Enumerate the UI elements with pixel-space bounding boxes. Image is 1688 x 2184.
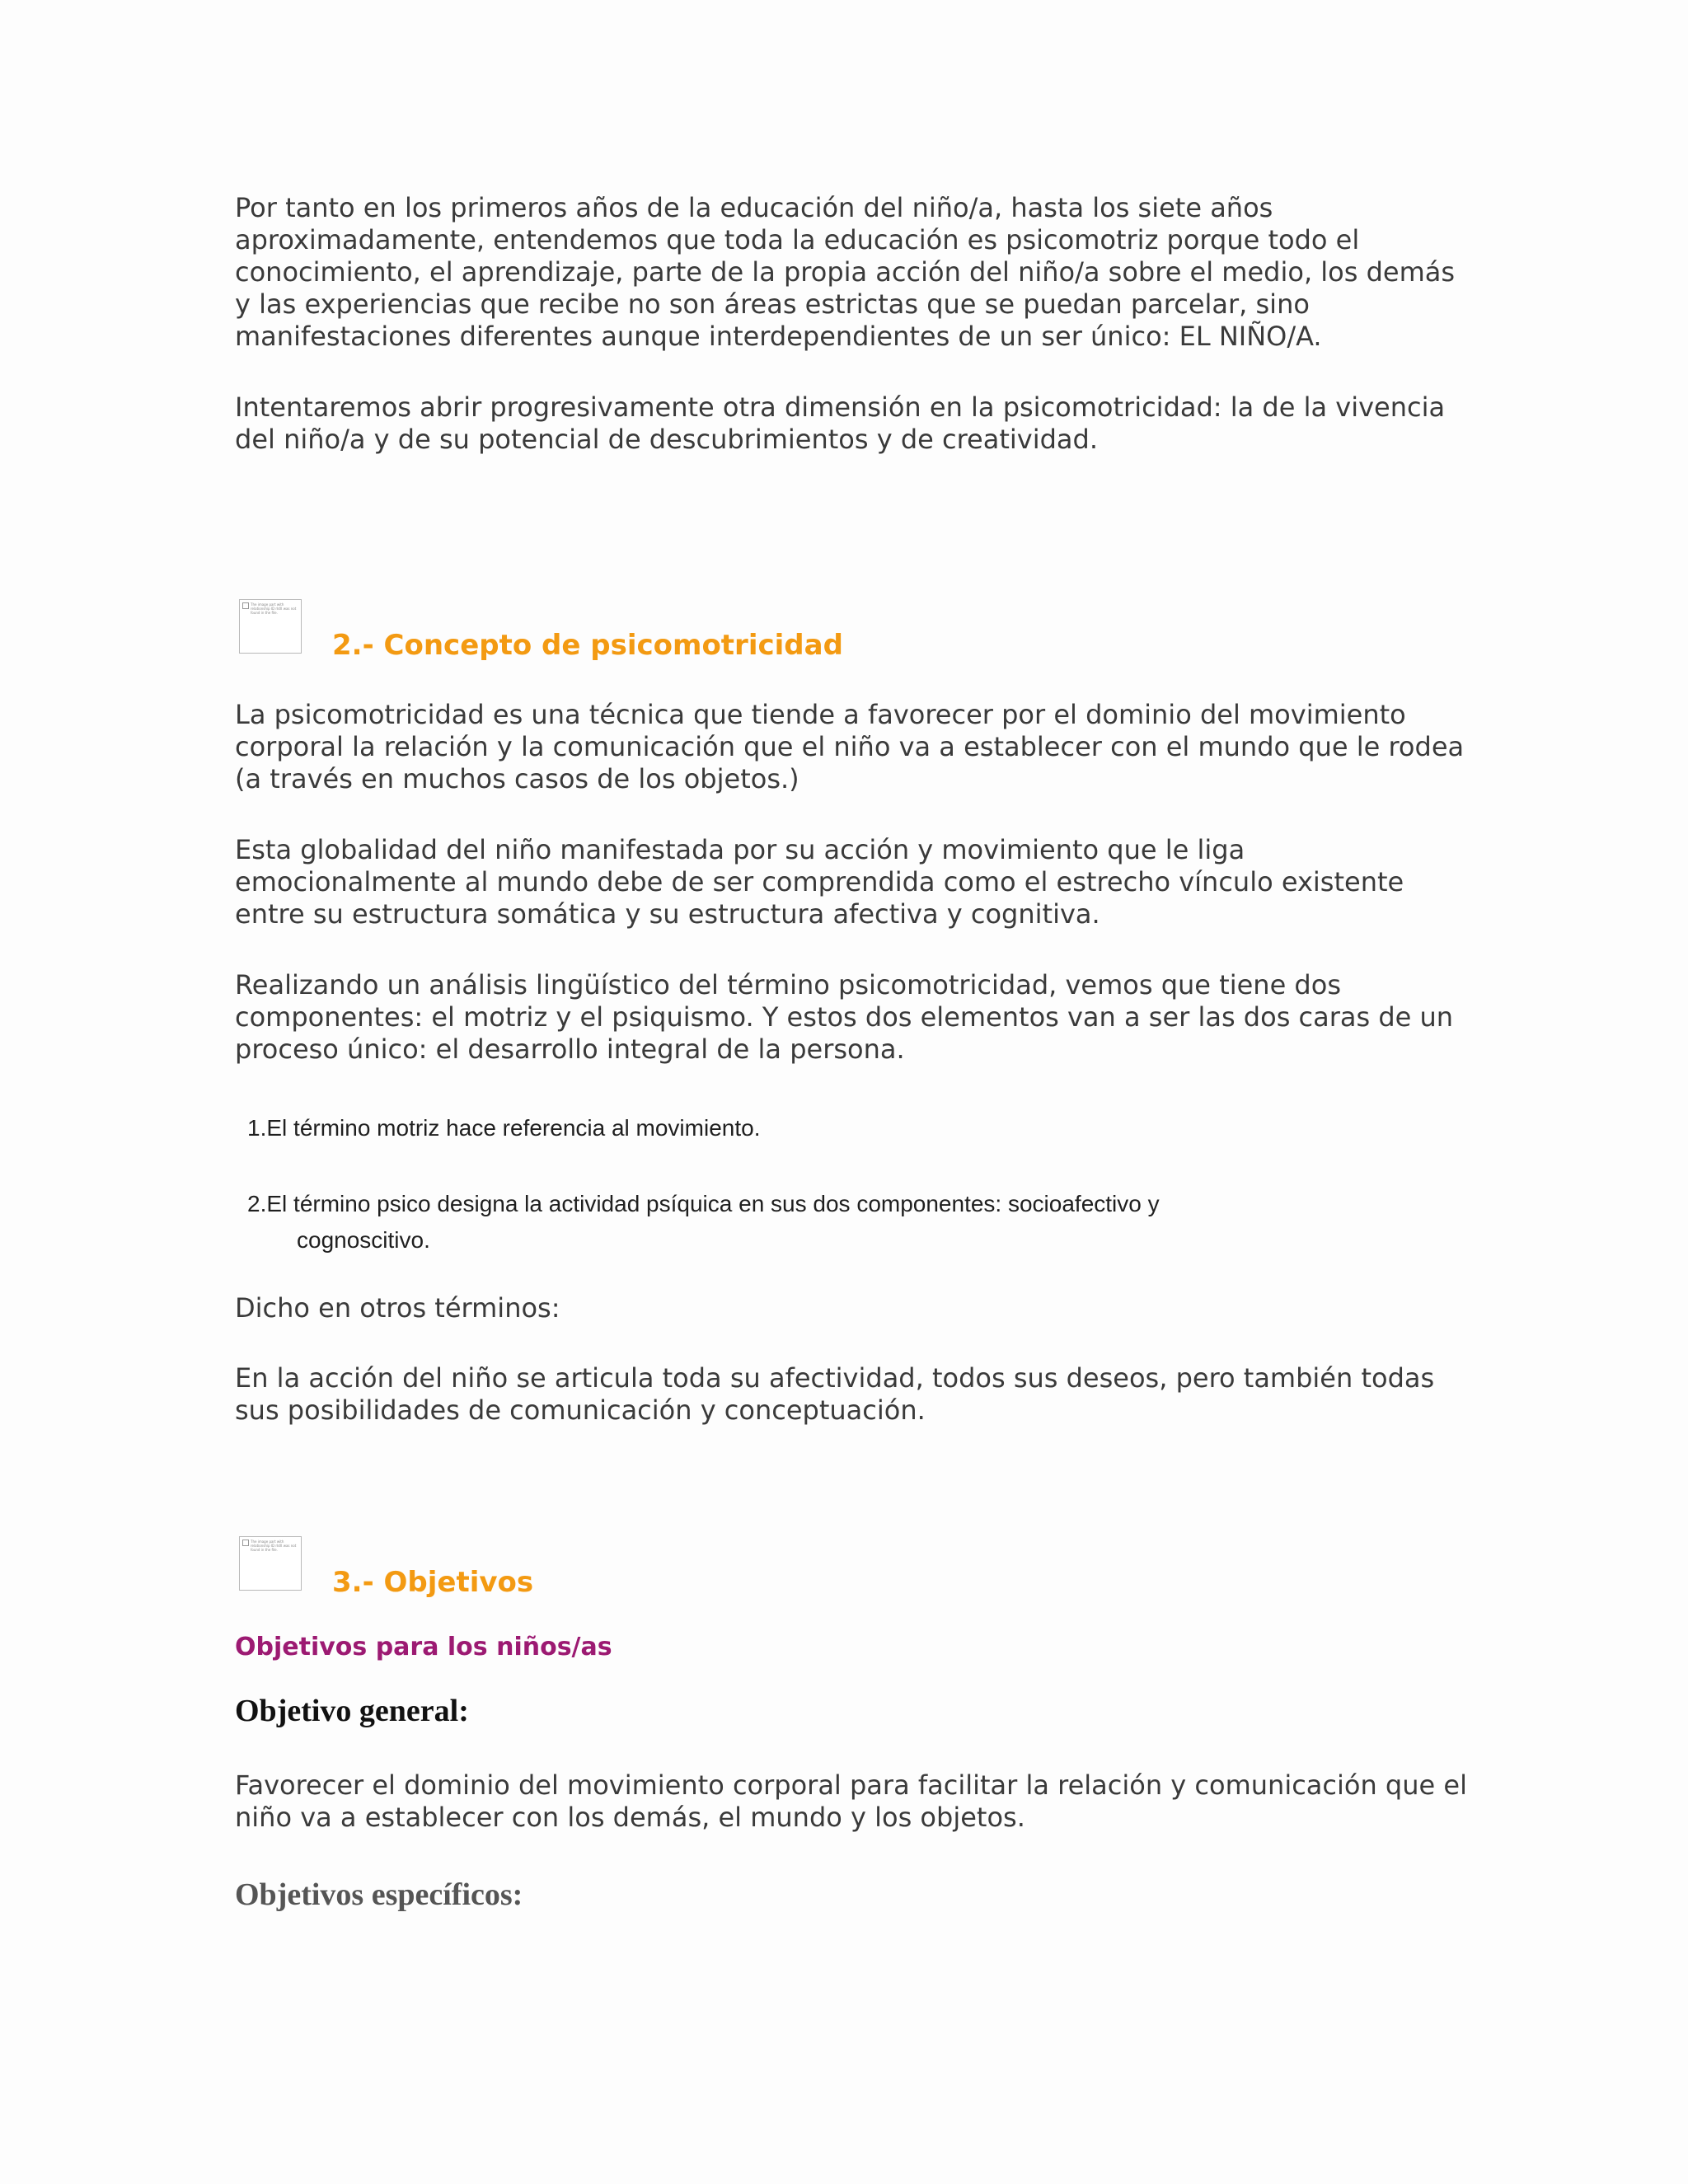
broken-image-icon <box>239 599 302 654</box>
heading-objetivos-especificos: Objetivos específicos: <box>235 1877 523 1912</box>
broken-image-glyph-icon <box>242 602 249 609</box>
list-number: 1. <box>247 1115 267 1141</box>
paragraph-objetivo-general: Favorecer el dominio del movimiento corporal para facilitar la relación y comunicación que el niño va a establecer con los demás, el mundo y los objetos. <box>235 1769 1467 1833</box>
list-number: 2. <box>247 1191 267 1216</box>
image-placeholder-text: The image part with relationship ID rIdX was not found in the file. <box>251 1540 297 1552</box>
list-item <box>247 1110 1401 1146</box>
section-title-objetivos: 3.- Objetivos <box>332 1566 534 1599</box>
paragraph-globalidad: Esta globalidad del niño manifestada por su acción y movimiento que le liga emocionalmente al mundo debe de ser comprendida como el estrecho vínculo existente entre su estructura somática y su estructura afectiva y cognitiva. <box>235 834 1404 930</box>
heading-objetivo-general: Objetivo general: <box>235 1694 469 1728</box>
paragraph-definition: La psicomotricidad es una técnica que tiende a favorecer por el dominio del movimiento corporal la relación y la comunicación que el niño va a establecer con el mundo que le rodea (a través en muchos casos de los objetos.) <box>235 699 1465 794</box>
section-objetivos-header <box>235 1536 1471 1602</box>
image-placeholder-text: The image part with relationship ID rIdX was not found in the file. <box>251 602 297 615</box>
list-item-text: El término motriz hace referencia al movimiento. <box>266 1115 761 1141</box>
section-title-concepto: 2.- Concepto de psicomotricidad <box>332 629 843 662</box>
paragraph-accion: En la acción del niño se articula toda su afectividad, todos sus deseos, pero también todas sus posibilidades de comunicación y conceptuación. <box>235 1362 1435 1426</box>
paragraph-intro: Por tanto en los primeros años de la educación del niño/a, hasta los siete años aproximadamente, entendemos que toda la educación es psicomotriz porque todo el conocimiento, el aprendizaje, parte de la propia acción del niño/a sobre el medio, los demás y las experiencias que recibe no son áreas estrictas que se puedan parcelar, sino manifestaciones diferentes aunque interdependientes de un ser único: EL NIÑO/A. <box>235 192 1456 352</box>
subheading-objetivos-ninos: Objetivos para los niños/as <box>235 1633 612 1661</box>
paragraph-dimension: Intentaremos abrir progresivamente otra dimensión en la psicomotricidad: la de la vivencia del niño/a y de su potencial de descubrimientos y de creatividad. <box>235 391 1446 455</box>
paragraph-analisis: Realizando un análisis lingüístico del término psicomotricidad, vemos que tiene dos componentes: el motriz y el psiquismo. Y estos dos elementos van a ser las dos caras de un proceso único: el desarrollo integral de la persona. <box>235 969 1454 1065</box>
section-concepto-header <box>235 599 1471 665</box>
paragraph-dicho: Dicho en otros términos: <box>235 1292 560 1324</box>
list-item <box>247 1186 1401 1258</box>
list-item-continuation: cognoscitivo. <box>297 1227 430 1253</box>
broken-image-glyph-icon <box>242 1540 249 1546</box>
list-item-text: El término psico designa la actividad psíquica en sus dos componentes: socioafectivo y <box>266 1191 1160 1216</box>
broken-image-icon <box>239 1536 302 1591</box>
